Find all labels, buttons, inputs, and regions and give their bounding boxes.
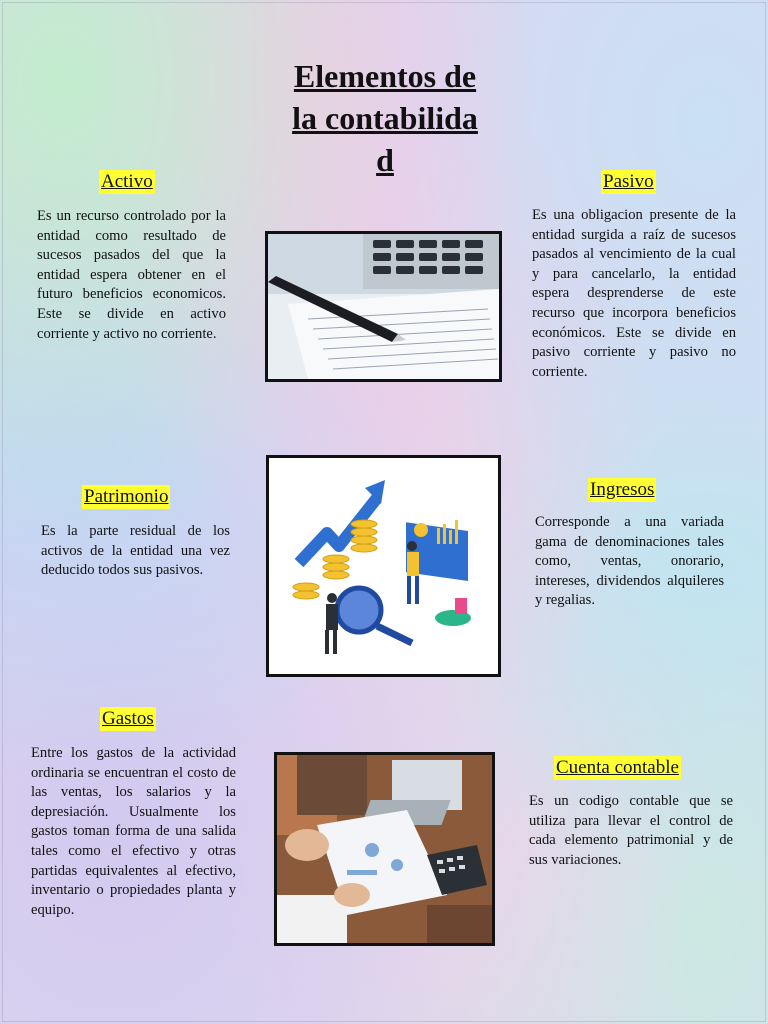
heading-cuenta-contable: Cuenta contable	[556, 757, 679, 778]
business-meeting-image	[274, 752, 495, 946]
heading-patrimonio: Patrimonio	[84, 486, 169, 507]
text-cuenta-contable: Es un codigo contable que se utiliza para llevar el control de cada elemento patrimonial y de sus variaciones.	[529, 793, 733, 868]
finance-growth-image	[266, 455, 501, 677]
text-activo: Es un recurso controlado por la entidad como resultado de sucesos pasados del que la entidad espera obtener en el futuro beneficios economicos. Este se divide en activo corriente y activo no corriente.	[37, 208, 226, 342]
text-pasivo: Es una obligacion presente de la entidad surgida a raíz de sucesos pasados al vencimiento de la cual y para cancelarlo, la entidad espera desprenderse de este recurso que incorpora beneficios económicos. Este se divide en pasivo corriente y pasivo no corriente.	[532, 207, 736, 380]
text-ingresos: Corresponde a una variada gama de denominaciones tales como, ventas, onorario, intereses, dividendos alquileres y regalias.	[535, 514, 724, 609]
heading-pasivo: Pasivo	[603, 171, 654, 192]
text-patrimonio: Es la parte residual de los activos de la entidad una vez deducido todos sus pasivos.	[41, 523, 230, 579]
heading-gastos: Gastos	[102, 708, 154, 729]
heading-activo: Activo	[101, 171, 153, 192]
calculator-pen-image	[265, 231, 502, 382]
text-gastos: Entre los gastos de la actividad ordinaria se encuentran el costo de las ventas, los salarios y la depresiación. Usualmente los gastos toman forma de una salida tales como el efectivo y otras partidas equivalentes al efectivo, inventario o propiedades planta y equipo.	[31, 745, 236, 918]
heading-ingresos: Ingresos	[590, 479, 655, 500]
page-title: Elementos de la contabilidad	[292, 58, 478, 178]
